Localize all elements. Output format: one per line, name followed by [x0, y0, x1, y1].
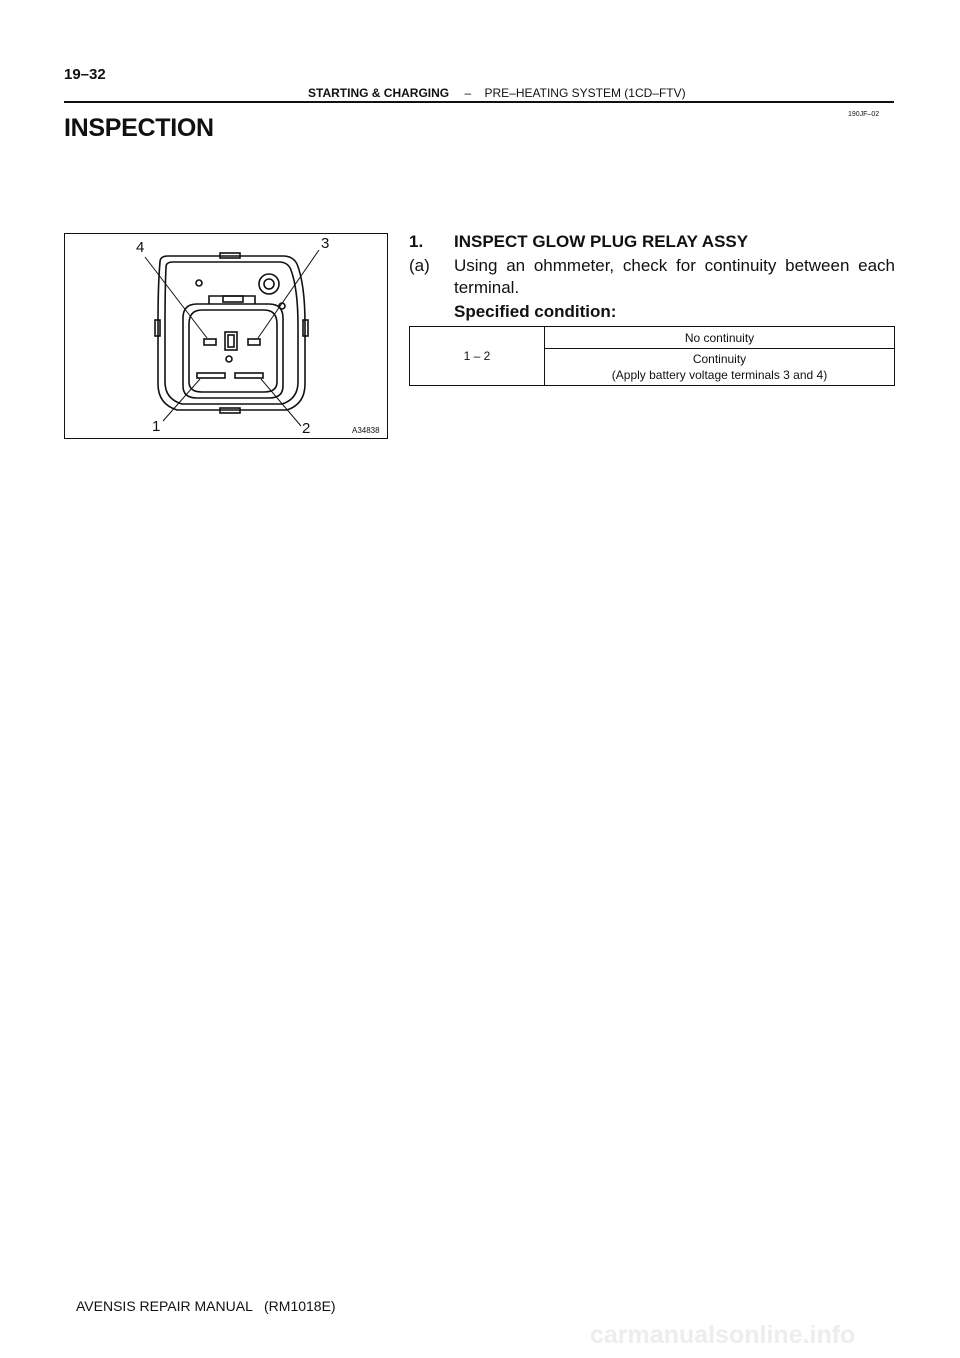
connector-inner [189, 310, 277, 392]
section-name: STARTING & CHARGING [308, 86, 450, 100]
terminal-label-2: 2 [302, 420, 311, 437]
document-code: 190JF–02 [848, 111, 880, 118]
figure-code: A34838 [352, 426, 380, 435]
center-terminal-inner [228, 335, 234, 347]
leader-line-1 [163, 379, 200, 421]
header-separator: – [464, 86, 472, 100]
terminal-label-3: 3 [321, 235, 330, 252]
latch-tab [223, 296, 243, 302]
specified-condition-label: Specified condition: [454, 302, 617, 321]
condition-cell: No continuity [545, 327, 895, 349]
leader-line-2 [261, 379, 301, 426]
substep-label: (a) [409, 256, 430, 275]
terminal-1 [197, 373, 225, 378]
substep-text: Using an ohmmeter, check for continuity between each terminal. [454, 256, 895, 297]
relay-connector-figure [64, 233, 388, 439]
terminal-4 [204, 339, 216, 345]
relay-housing-inner [165, 262, 298, 404]
terminal-pair-cell: 1 – 2 [410, 327, 545, 386]
small-hole [196, 280, 202, 286]
page-title: INSPECTION [64, 114, 214, 142]
watermark: carmanualsonline.info [590, 1321, 856, 1349]
specified-condition-table [409, 326, 895, 386]
terminal-3 [248, 339, 260, 345]
condition-note: (Apply battery voltage terminals 3 and 4) [611, 368, 828, 382]
step-text: INSPECT GLOW PLUG RELAY ASSY [454, 232, 749, 251]
small-hole [226, 356, 232, 362]
condition-text: Continuity [692, 352, 747, 366]
header-section-title [308, 86, 686, 100]
mounting-bolt-outer [259, 274, 279, 294]
connector-body [183, 304, 283, 398]
table-row [410, 327, 895, 349]
terminal-label-4: 4 [136, 239, 145, 256]
step-heading [409, 232, 748, 252]
subsection-name: PRE–HEATING SYSTEM (1CD–FTV) [484, 86, 686, 100]
terminal-2 [235, 373, 263, 378]
substep-a [409, 255, 895, 299]
terminal-label-1: 1 [152, 418, 161, 435]
footer-manual-title: AVENSIS REPAIR MANUAL (RM1018E) [76, 1298, 336, 1314]
page-number: 19–32 [64, 66, 106, 83]
step-number: 1. [409, 232, 424, 251]
mounting-bolt-inner [264, 279, 274, 289]
relay-connector-drawing [65, 234, 386, 437]
condition-cell [545, 349, 895, 386]
header-rule [64, 101, 894, 103]
